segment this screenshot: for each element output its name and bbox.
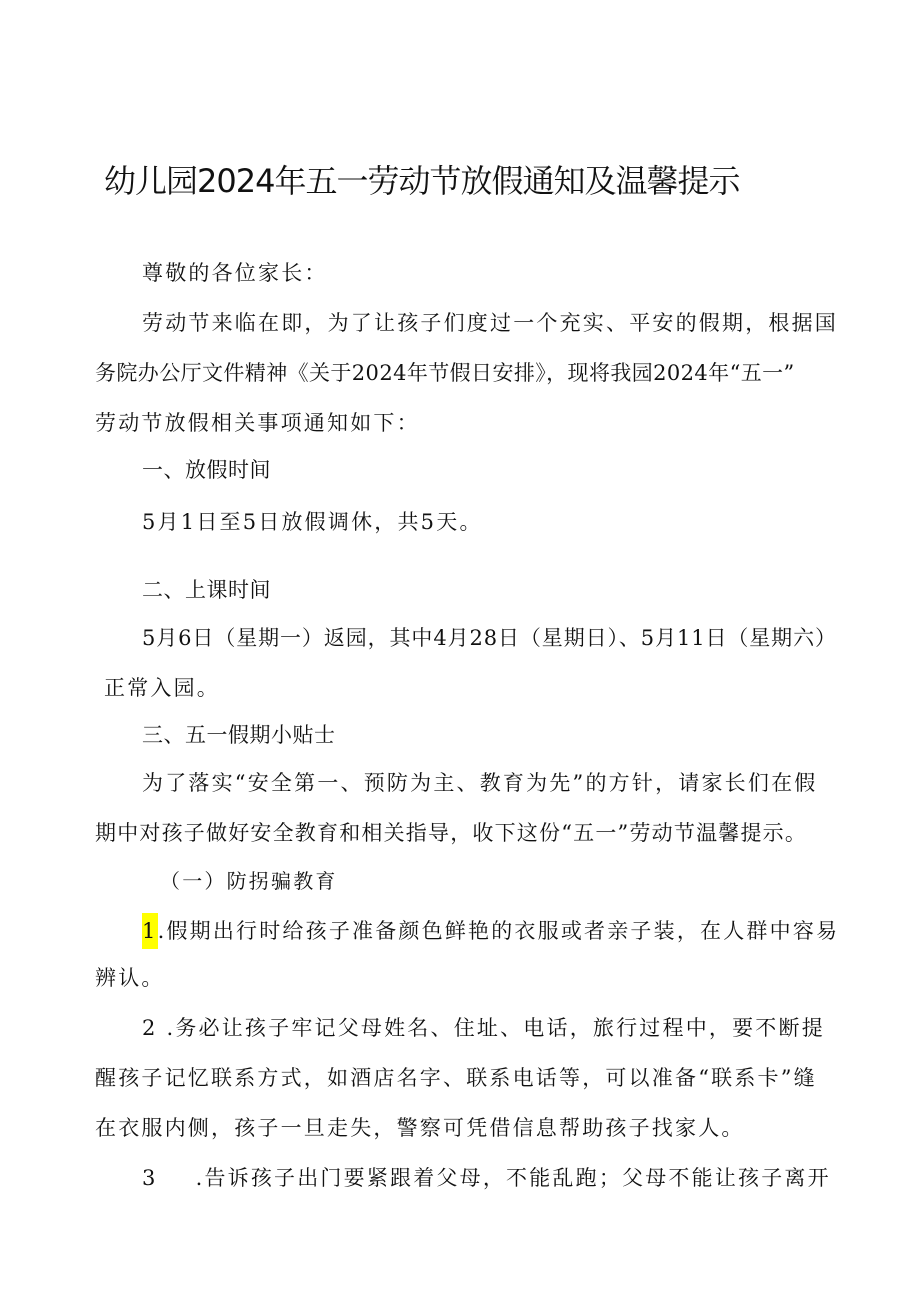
- list-item: [142, 1013, 825, 1043]
- section-tips-line-1: 为了落实“安全第一、预防为主、教育为先”的方针，请家长们在假: [142, 771, 818, 795]
- section-heading-tips: 三、五一假期小贴士: [142, 723, 336, 747]
- document-title: 幼儿园2024年五一劳动节放假通知及温馨提示: [104, 162, 740, 200]
- item-1-line-2: 辨认。: [95, 966, 165, 990]
- item-number: 3: [142, 1166, 158, 1190]
- intro-line-2: 务院办公厅文件精神《关于2024年节假日安排》，现将我园2024年“五一”: [95, 361, 795, 385]
- item-1-line-1: .假期出行时给孩子准备颜色鲜艳的衣服或者亲子装，在人群中容易: [157, 919, 840, 943]
- section-heading-class: 二、上课时间: [142, 578, 271, 602]
- item-2-line-1: .务必让孩子牢记父母姓名、住址、电话，旅行过程中，要不断提: [157, 1016, 825, 1040]
- list-item: [142, 913, 839, 949]
- item-number: 2: [142, 1016, 158, 1040]
- item-2-line-2: 醒孩子记忆联系方式，如酒店名字、联系电话等，可以准备“联系卡”缝: [95, 1066, 817, 1090]
- item-3-line-1: .告诉孩子出门要紧跟着父母，不能乱跑；父母不能让孩子离开: [195, 1166, 831, 1190]
- intro-line-1: 劳动节来临在即，为了让孩子们度过一个充实、平安的假期，根据国: [142, 311, 838, 335]
- section-tips-line-2: 期中对孩子做好安全教育和相关指导，收下这份“五一”劳动节温馨提示。: [95, 821, 808, 845]
- section-class-line-2: 正常入园。: [104, 676, 220, 700]
- greeting: 尊敬的各位家长：: [142, 261, 328, 285]
- list-item: [142, 1163, 831, 1193]
- subsection-heading: （一）防拐骗教育: [160, 869, 338, 893]
- section-heading-vacation: 一、放假时间: [142, 458, 271, 482]
- item-2-line-3: 在衣服内侧，孩子一旦走失，警察可凭借信息帮助孩子找家人。: [95, 1116, 745, 1140]
- item-number-highlight: 1: [142, 913, 158, 949]
- intro-line-3: 劳动节放假相关事项通知如下：: [95, 411, 420, 435]
- section-vacation-line-1: 5月1日至5日放假调休，共5天。: [142, 510, 483, 534]
- section-class-line-1: 5月6日（星期一）返园，其中4月28日（星期日）、5月11日（星期六）: [142, 626, 837, 650]
